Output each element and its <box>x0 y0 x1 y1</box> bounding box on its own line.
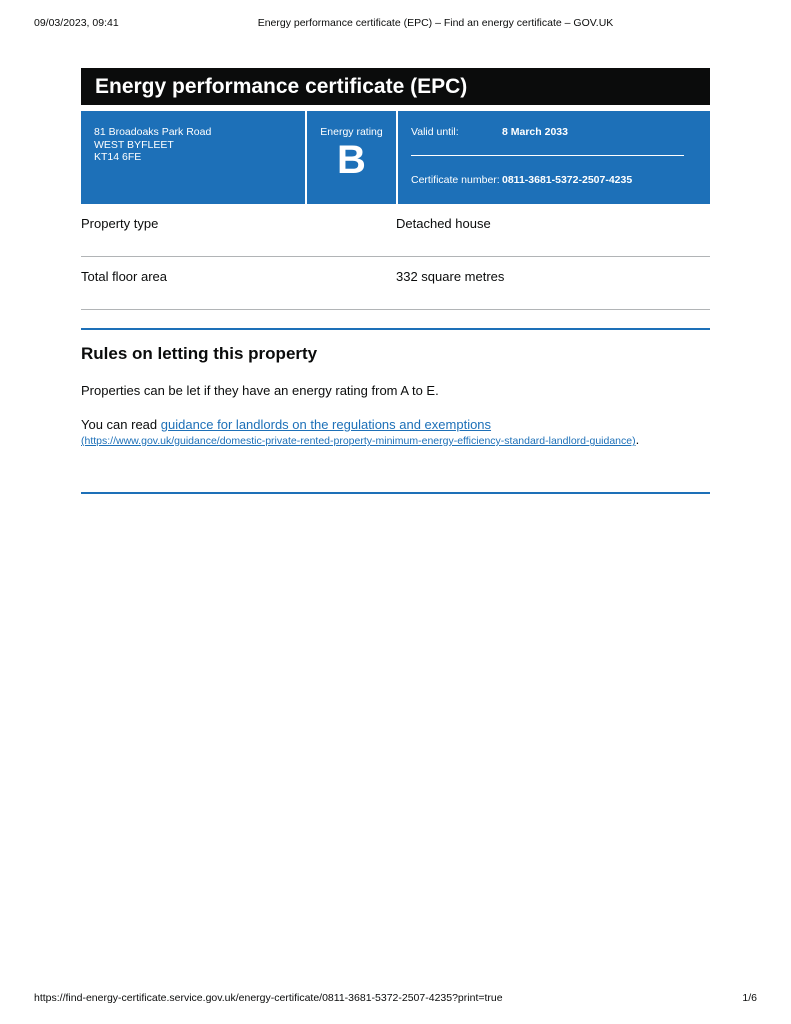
energy-rating-letter: B <box>337 138 366 182</box>
guidance-paragraph <box>81 417 710 449</box>
fact-row-floor-area <box>81 257 710 310</box>
valid-until-value: 8 March 2033 <box>502 126 568 138</box>
rules-paragraph: Properties can be let if they have an energy rating from A to E. <box>81 383 439 398</box>
print-url: https://find-energy-certificate.service.gov.uk/energy-certificate/0811-3681-5372-2507-4235?print=true <box>34 992 503 1004</box>
details-divider <box>411 155 684 156</box>
certificate-number-row <box>411 174 701 187</box>
print-document-title: Energy performance certificate (EPC) – Find an energy certificate – GOV.UK <box>257 17 614 29</box>
fact-value: 332 square metres <box>396 269 505 284</box>
certificate-details-panel <box>398 111 710 204</box>
print-footer <box>34 992 757 1006</box>
section-divider <box>81 492 710 494</box>
certificate-number-label: Certificate number: <box>411 174 500 186</box>
address-postcode: KT14 6FE <box>94 151 142 163</box>
valid-until-label: Valid until: <box>411 126 459 138</box>
guidance-link[interactable]: guidance for landlords on the regulations and exemptions <box>160 417 492 432</box>
energy-rating-panel <box>307 111 396 204</box>
property-facts-list <box>81 204 710 310</box>
energy-rating-label: Energy rating <box>320 126 383 138</box>
page-title: Energy performance certificate (EPC) <box>81 68 710 105</box>
rules-section <box>81 328 710 447</box>
fact-row-property-type <box>81 204 710 257</box>
address-line-2: WEST BYFLEET <box>94 138 174 151</box>
print-header <box>34 17 757 31</box>
certificate-summary <box>81 111 710 204</box>
fact-key: Property type <box>81 216 159 231</box>
guidance-link-url[interactable]: (https://www.gov.uk/guidance/domestic-private-rented-property-minimum-energy-efficiency-standard-landlord-guidance) <box>81 435 636 447</box>
rules-heading: Rules on letting this property <box>81 344 318 363</box>
valid-until-row <box>411 126 701 139</box>
address-line-1: 81 Broadoaks Park Road <box>94 126 212 138</box>
guidance-suffix: . <box>635 432 640 447</box>
guidance-prefix: You can read <box>81 417 161 432</box>
page-number: 1/6 <box>742 992 757 1004</box>
fact-value: Detached house <box>396 216 491 231</box>
address-panel <box>81 111 305 204</box>
fact-key: Total floor area <box>81 269 167 284</box>
print-datetime: 09/03/2023, 09:41 <box>34 17 119 29</box>
certificate-number-value: 0811-3681-5372-2507-4235 <box>502 174 633 186</box>
